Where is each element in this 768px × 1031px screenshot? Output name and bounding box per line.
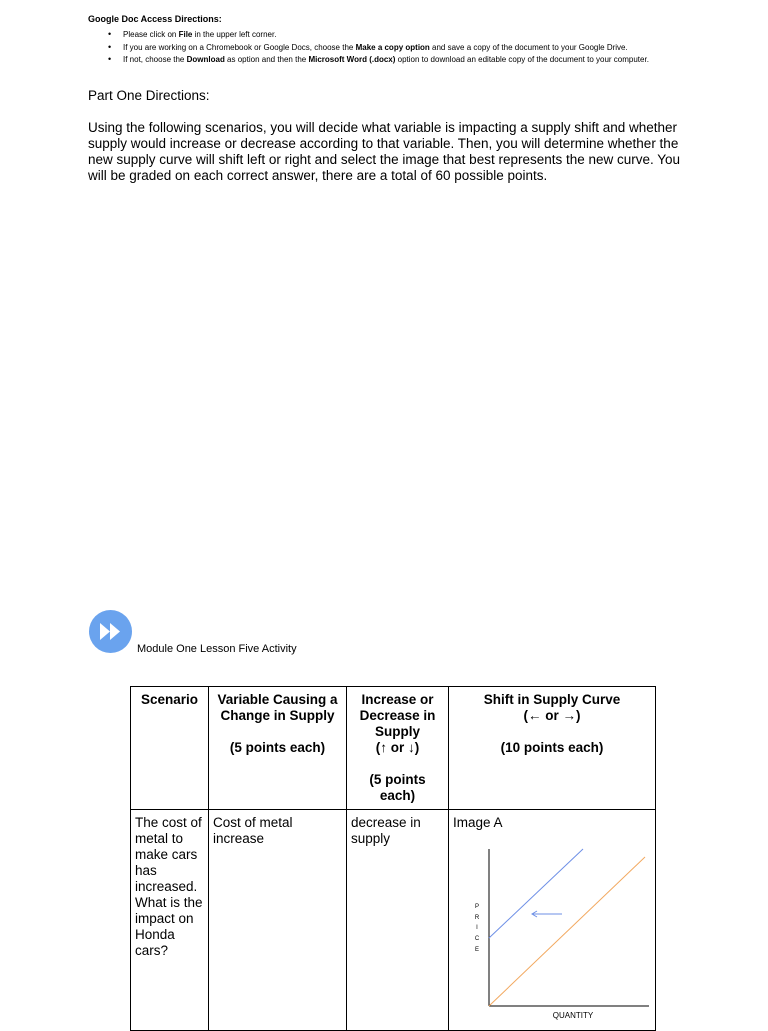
access-step-make-copy: • If you are working on a Chromebook or Google Docs, choose the Make a copy option and save a copy of the document to your Google Drive. — [108, 41, 628, 52]
fast-forward-button[interactable] — [89, 610, 132, 653]
new-supply-curve — [489, 849, 583, 938]
y-label-letter: I — [476, 925, 478, 931]
x-axis-label: QUANTITY — [552, 1011, 594, 1020]
y-label-letter: C — [474, 936, 480, 942]
access-step-file: • Please click on File in the upper left corner. — [108, 29, 277, 39]
table-header-row — [131, 687, 656, 810]
bullet: • — [108, 29, 112, 39]
module-title: Module One Lesson Five Activity — [137, 643, 297, 655]
part-one-intro: Using the following scenarios, you will decide what variable is impacting a supply shift and whether supply would increase or decrease according to that variable. Then, you will determine whether the new supply curve will shift left or right and select the image that best represents the new curve. You will be graded on each correct answer, there are a total of 60 possible points. — [88, 120, 681, 183]
cell-variable: Cost of metal increase — [209, 810, 347, 1031]
y-label-letter: E — [474, 947, 480, 953]
supply-graph — [471, 845, 651, 1024]
bullet: • — [108, 54, 112, 64]
header-variable: Variable Causing a Change in Supply (5 points each) — [209, 687, 347, 810]
bullet: • — [108, 41, 112, 52]
original-supply-curve — [489, 857, 645, 1006]
header-scenario: Scenario — [131, 687, 209, 810]
cell-increase-decrease: decrease in supply — [347, 810, 449, 1031]
access-directions-list — [108, 29, 688, 67]
y-label-letter: R — [474, 915, 480, 921]
access-step-download: • If not, choose the Download as option and then the Microsoft Word (.docx) option to download an editable copy of the document to your computer. — [108, 54, 649, 64]
header-increase-decrease: Increase or Decrease in Supply (↑ or ↓) (5 points each) — [347, 687, 449, 810]
header-shift: Shift in Supply Curve (← or →) (10 points each) — [449, 687, 656, 810]
part-one-title: Part One Directions: — [88, 88, 210, 103]
y-label-letter: P — [474, 904, 480, 910]
access-directions-title: Google Doc Access Directions: — [88, 14, 222, 24]
cell-scenario: The cost of metal to make cars has increased. What is the impact on Honda cars? — [131, 810, 209, 1031]
fast-forward-icon — [89, 610, 132, 653]
image-label: Image A — [453, 815, 503, 830]
